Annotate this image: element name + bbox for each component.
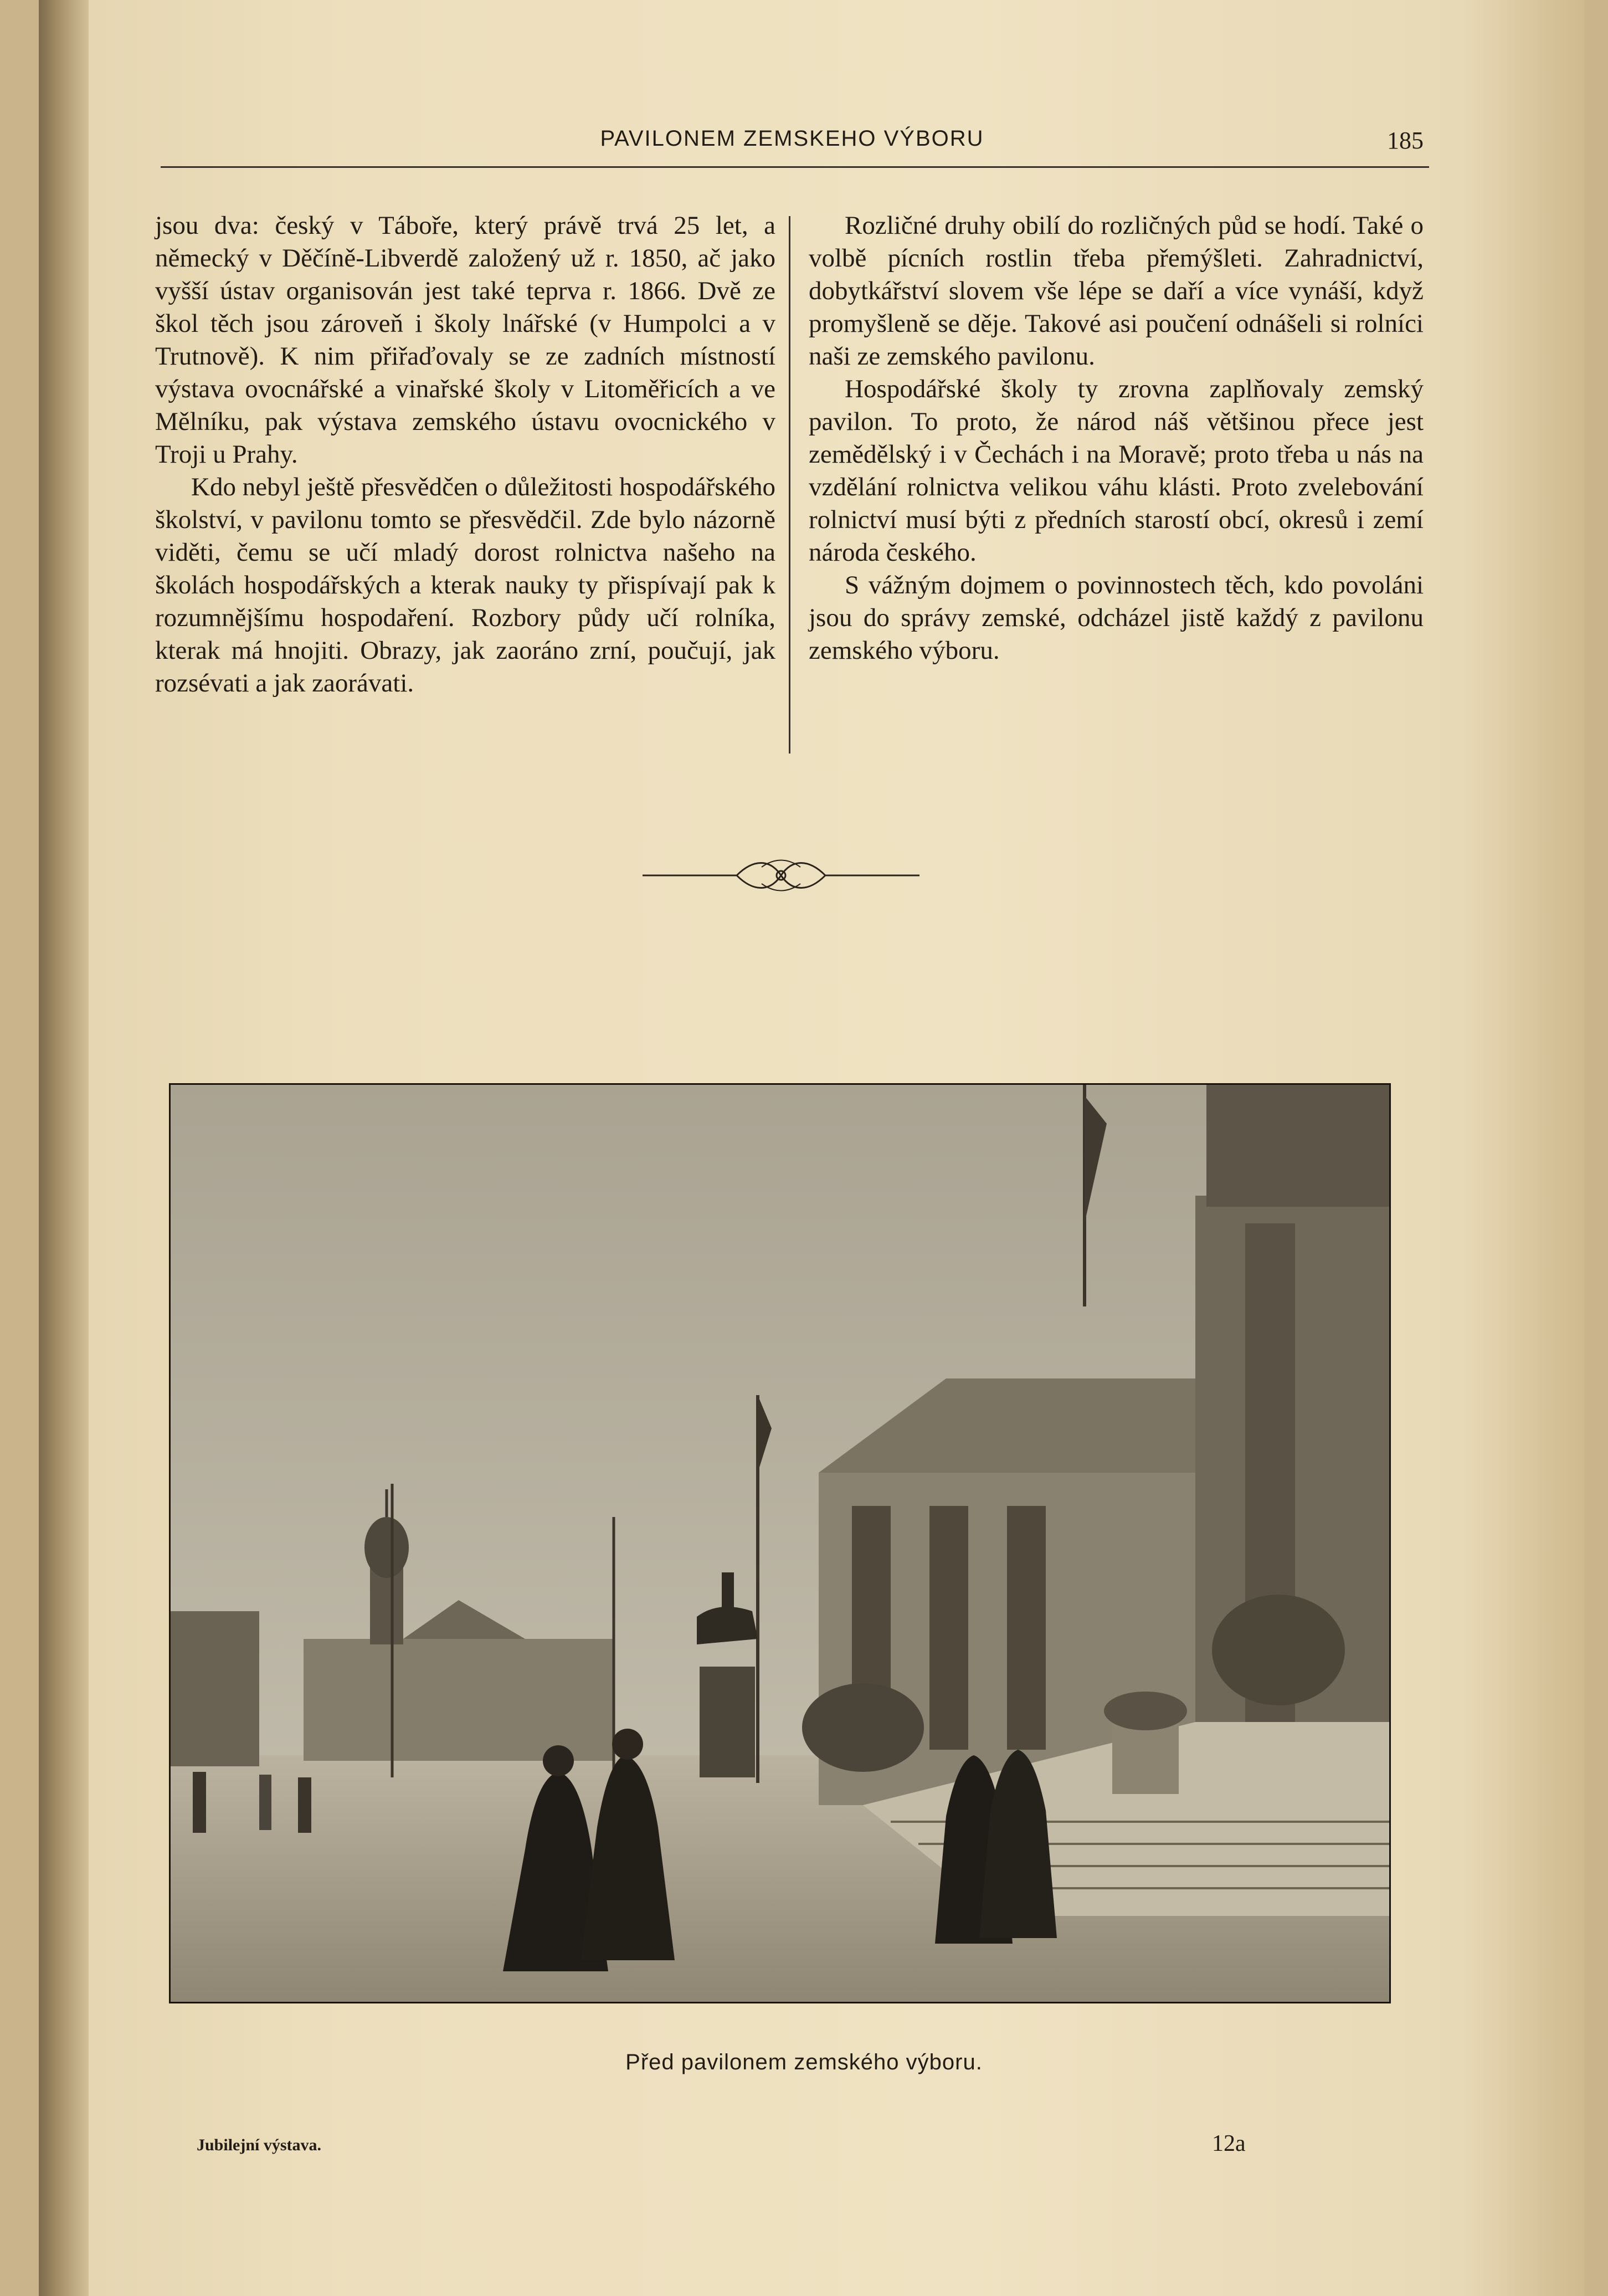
exhibition-photograph — [169, 1083, 1391, 2003]
footer-sheet-mark: 12a — [1212, 2131, 1246, 2156]
right-column — [809, 209, 1424, 667]
running-title: PAVILONEM ZEMSKEHO VÝBORU — [600, 126, 984, 151]
book-binding-shadow — [39, 0, 89, 2296]
ornament-divider — [643, 853, 919, 898]
column-divider — [789, 216, 790, 754]
header-rule — [161, 166, 1429, 168]
page-header — [161, 126, 1424, 165]
left-paragraph-2: Kdo nebyl ještě přesvědčen o důležitosti hospodářského školství, v pavilonu tomto se přesvědčil. Zde bylo názorně viděti, čemu se učí mladý dorost rolnictva našeho na školách hospodářských a kterak nauky ty přispívají pak k rozumnějšímu hospodaření. Rozbory půdy učí rolníka, kterak má hnojiti. Obrazy, jak zaoráno zrní, poučují, jak rozsévati a jak zaorávati. — [155, 473, 775, 698]
page-number: 185 — [1387, 127, 1424, 154]
pavilion-scene-illustration — [171, 1085, 1389, 2002]
footer-signature: Jubilejní výstava. — [197, 2136, 322, 2154]
left-paragraph-1: jsou dva: český v Táboře, který právě trvá 25 let, a německý v Děčíně-Libverdě založený už r. 1850, ač jako vyšší ústav organisován jest také teprva r. 1866. Dvě ze škol těch jsou zároveň i školy lnářské (v Humpolci a v Trutnově). K nim přiřaďovaly se ze zadních místností výstava ovocnářské a vinařské školy v Litoměřicích a ve Mělníku, pak výstava zemského ústavu ovocnického v Troji u Prahy. — [155, 211, 775, 469]
figure-caption: Před pavilonem zemského výboru. — [625, 2050, 983, 2074]
right-paragraph-1: Rozličné druhy obilí do rozličných půd se hodí. Také o volbě pícních rostlin třeba přemýšleti. Zahradnictví, dobytkářství slovem vše lépe se daří a více vynáší, když promyšleně se děje. Takové asi poučení odnášeli si rolníci naši ze zemského pavilonu. — [809, 211, 1424, 371]
left-column — [155, 209, 775, 700]
right-paragraph-2: Hospodářské školy ty zrovna zaplňovaly zemský pavilon. To proto, že národ náš většinou přece jest zemědělský i v Čechách i na Moravě; proto třeba u nás na vzdělání rolnictva velikou váhu klásti. Proto zvelebování rolnictví musí býti z předních starostí obcí, okresů i zemí národa českého. — [809, 375, 1424, 567]
right-paragraph-3: S vážným dojmem o povinnostech těch, kdo povoláni jsou do správy zemské, odcházel jistě každý z pavilonu zemského výboru. — [809, 571, 1424, 665]
